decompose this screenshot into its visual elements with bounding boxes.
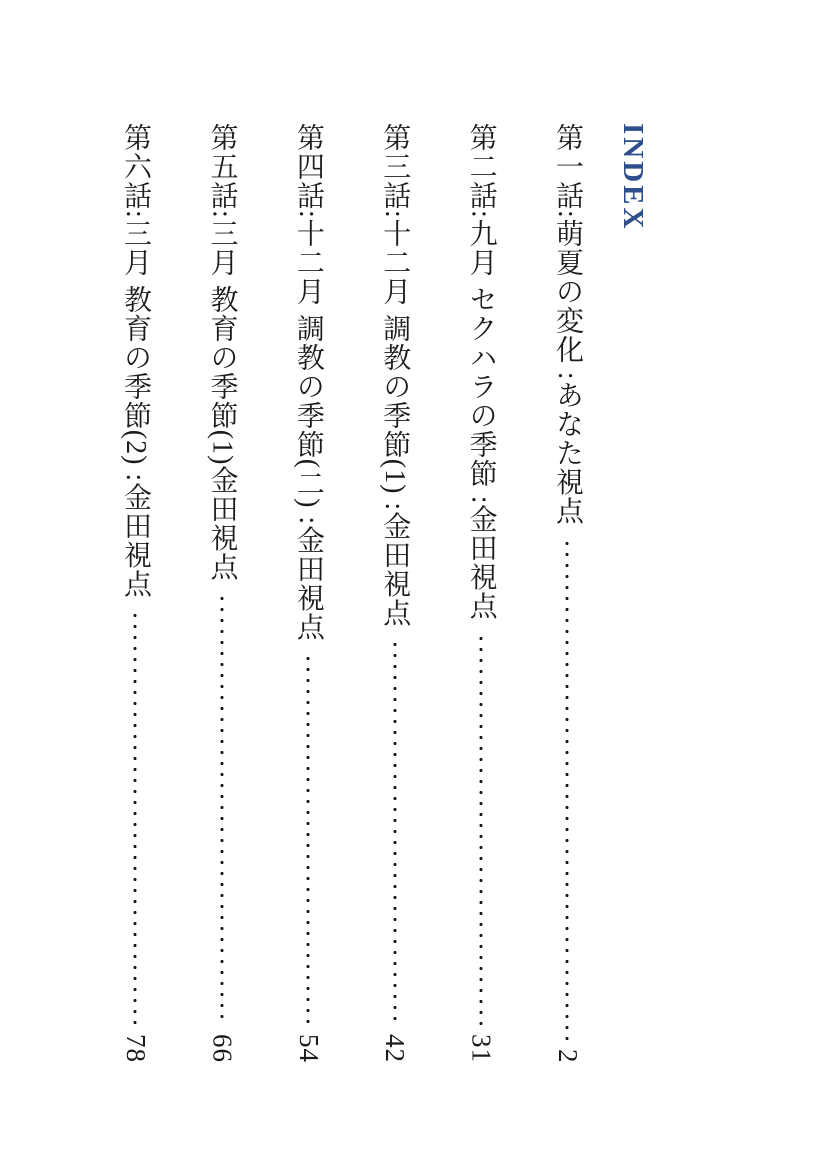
dotted-leader bbox=[393, 639, 397, 1025]
toc-entry bbox=[293, 123, 322, 1063]
toc-entry-page-number: 2 bbox=[553, 1048, 583, 1063]
dotted-leader bbox=[133, 610, 137, 1025]
toc-entry-title: 第二話:九月 セクハラの季節 :金田視点 bbox=[465, 123, 497, 621]
toc-entry-page-number: 31 bbox=[466, 1034, 497, 1063]
toc-entry-page-number: 66 bbox=[207, 1034, 238, 1063]
toc-entry bbox=[207, 123, 236, 1063]
toc-entry bbox=[121, 123, 150, 1063]
toc-entry-title: 第六話:三月 教育の季節(2) :金田視点 bbox=[120, 123, 152, 599]
toc-entry-title: 第五話:三月 教育の季節(1)金田視点 bbox=[206, 123, 238, 582]
dotted-leader bbox=[479, 633, 483, 1025]
toc-entry-page-number: 42 bbox=[380, 1034, 411, 1063]
index-title: INDEX bbox=[617, 123, 649, 232]
toc-entry bbox=[466, 123, 495, 1063]
toc-entry-page-number: 54 bbox=[293, 1034, 324, 1063]
toc-entry-title: 第四話:十二月 調教の季節(二) :金田視点 bbox=[292, 123, 324, 642]
toc-entry-title: 第三話:十二月 調教の季節(1) :金田視点 bbox=[379, 123, 411, 628]
toc-entry bbox=[380, 123, 409, 1063]
dotted-leader bbox=[565, 538, 569, 1040]
toc-entry-page-number: 78 bbox=[121, 1034, 152, 1063]
dotted-leader bbox=[220, 593, 224, 1025]
toc-page bbox=[121, 123, 647, 1063]
toc-entry-title: 第一話:萌夏の変化 :あなた視点 bbox=[552, 123, 583, 526]
dotted-leader bbox=[306, 653, 310, 1025]
toc-entry bbox=[553, 123, 582, 1063]
